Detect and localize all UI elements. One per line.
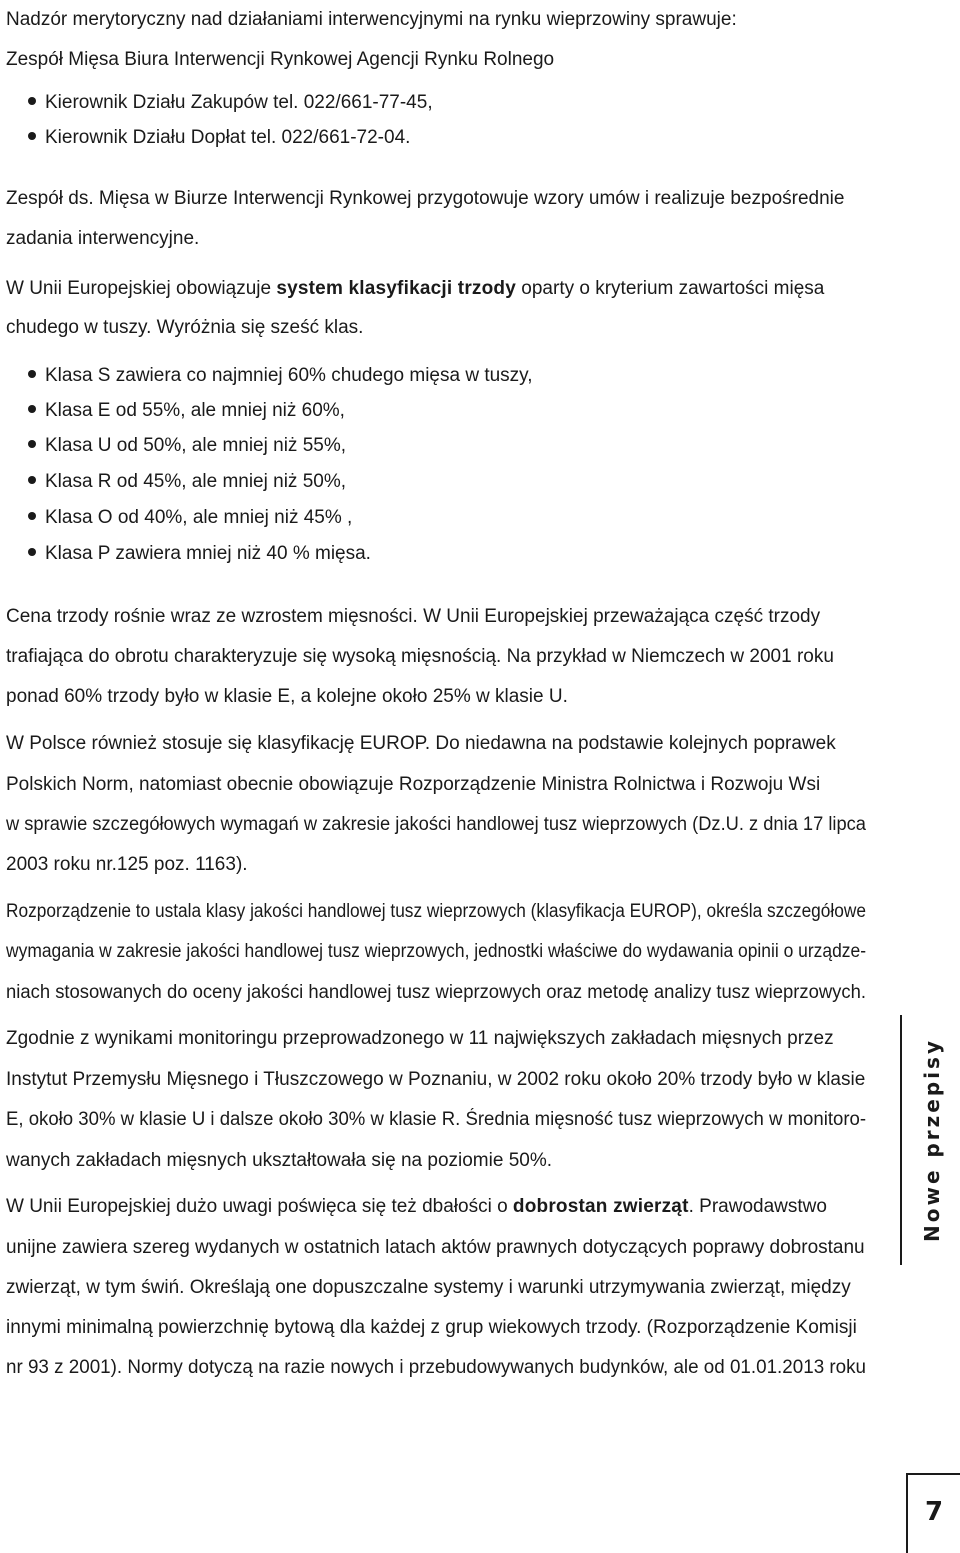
text-line: Instytut Przemysłu Mięsnego i Tłuszczowego w Poznaniu, w 2002 roku około 20% trzody było w klasie (6, 1069, 866, 1090)
bullet-icon (28, 405, 36, 413)
text-span: oparty o kryterium zawartości mięsa (516, 278, 825, 299)
text-line: zwierząt, w tym świń. Określają one dopuszczalne systemy i warunki utrzymywania zwierząt, między (6, 1277, 851, 1298)
text-line: Nadzór merytoryczny nad działaniami interwencyjnymi na rynku wieprzowiny sprawuje: (6, 9, 737, 30)
text-line: Cena trzody rośnie wraz ze wzrostem mięsności. W Unii Europejskiej przeważająca część trzody (6, 606, 821, 627)
list-item-text: Kierownik Działu Zakupów tel. 022/661-77-45, (45, 92, 433, 113)
text-line: Rozporządzenie to ustala klasy jakości handlowej tusz wieprzowych (klasyfikacja EUROP), określa szczegółowe (6, 901, 866, 922)
text-span: W Unii Europejskiej dużo uwagi poświęca się też dbałości o (6, 1196, 513, 1217)
bullet-icon (28, 548, 36, 556)
list-item (28, 399, 345, 423)
text-line (6, 277, 824, 301)
text-line: innymi minimalną powierzchnię bytową dla każdej z grup wiekowych trzody. (Rozporządzenie Komisji (6, 1317, 857, 1338)
section-sidebar (900, 1015, 960, 1265)
text-span: . Prawodawstwo (688, 1196, 827, 1217)
section-label: Nowe przepisy (920, 1038, 944, 1242)
list-item-text: Klasa P zawiera mniej niż 40 % mięsa. (45, 543, 371, 564)
text-line: chudego w tuszy. Wyróżnia się sześć klas. (6, 317, 364, 338)
text-line: Zespół Mięsa Biura Interwencji Rynkowej Agencji Rynku Rolnego (6, 49, 555, 70)
text-line: Zespół ds. Mięsa w Biurze Interwencji Rynkowej przygotowuje wzory umów i realizuje bezpośrednie (6, 188, 845, 209)
bullet-icon (28, 512, 36, 520)
bullet-icon (28, 97, 36, 105)
text-line: w sprawie szczegółowych wymagań w zakresie jakości handlowej tusz wieprzowych (Dz.U. z dnia 17 lipca (6, 814, 866, 835)
list-item (28, 434, 346, 458)
text-line: trafiająca do obrotu charakteryzuje się wysoką mięsnością. Na przykład w Niemczech w 2001 roku (6, 646, 834, 667)
text-line: nr 93 z 2001). Normy dotyczą na razie nowych i przebudowywanych budynków, ale od 01.01.2013 roku (6, 1357, 867, 1378)
text-line: E, około 30% w klasie U i dalsze około 30% w klasie R. Średnia mięsność tusz wieprzowych w monitoro- (6, 1109, 867, 1130)
list-item-text: Klasa O od 40%, ale mniej niż 45% , (45, 507, 353, 528)
text-line: W Polsce również stosuje się klasyfikację EUROP. Do niedawna na podstawie kolejnych poprawek (6, 733, 836, 754)
list-item (28, 364, 533, 388)
text-span: W Unii Europejskiej obowiązuje (6, 278, 277, 299)
list-item-text: Kierownik Działu Dopłat tel. 022/661-72-04. (45, 127, 411, 148)
list-item (28, 542, 371, 566)
text-line: unijne zawiera szereg wydanych w ostatnich latach aktów prawnych dotyczących poprawy dobrostanu (6, 1237, 865, 1258)
list-item (28, 91, 433, 115)
page-number: 7 (924, 1497, 944, 1527)
list-item-text: Klasa U od 50%, ale mniej niż 55%, (45, 435, 346, 456)
list-item-text: Klasa E od 55%, ale mniej niż 60%, (45, 400, 345, 421)
page-number-box (906, 1473, 960, 1553)
list-item (28, 470, 346, 494)
list-item (28, 126, 410, 150)
list-item-text: Klasa R od 45%, ale mniej niż 50%, (45, 471, 346, 492)
text-line: 2003 roku nr.125 poz. 1163). (6, 854, 248, 875)
text-line: wanych zakładach mięsnych ukształtowała się na poziomie 50%. (6, 1150, 552, 1171)
list-item-text: Klasa S zawiera co najmniej 60% chudego mięsa w tuszy, (45, 365, 533, 386)
text-line: Zgodnie z wynikami monitoringu przeprowadzonego w 11 największych zakładach mięsnych przez (6, 1028, 834, 1049)
text-line: Polskich Norm, natomiast obecnie obowiązuje Rozporządzenie Ministra Rolnictwa i Rozwoju Wsi (6, 774, 821, 795)
bullet-icon (28, 132, 36, 140)
text-line: wymagania w zakresie jakości handlowej tusz wieprzowych, jednostki właściwe do wydawania opinii o urządze- (6, 941, 867, 962)
text-line: ponad 60% trzody było w klasie E, a kolejne około 25% w klasie U. (6, 686, 568, 707)
emphasis-text: system klasyfikacji trzody (276, 278, 517, 299)
text-line: zadania interwencyjne. (6, 228, 200, 249)
bullet-icon (28, 440, 36, 448)
text-line (6, 1195, 827, 1219)
bullet-icon (28, 476, 36, 484)
bullet-icon (28, 370, 36, 378)
text-line: niach stosowanych do oceny jakości handlowej tusz wieprzowych oraz metodę analizy tusz wieprzowych. (6, 982, 866, 1003)
list-item (28, 506, 352, 530)
emphasis-text: dobrostan zwierząt (512, 1196, 689, 1217)
